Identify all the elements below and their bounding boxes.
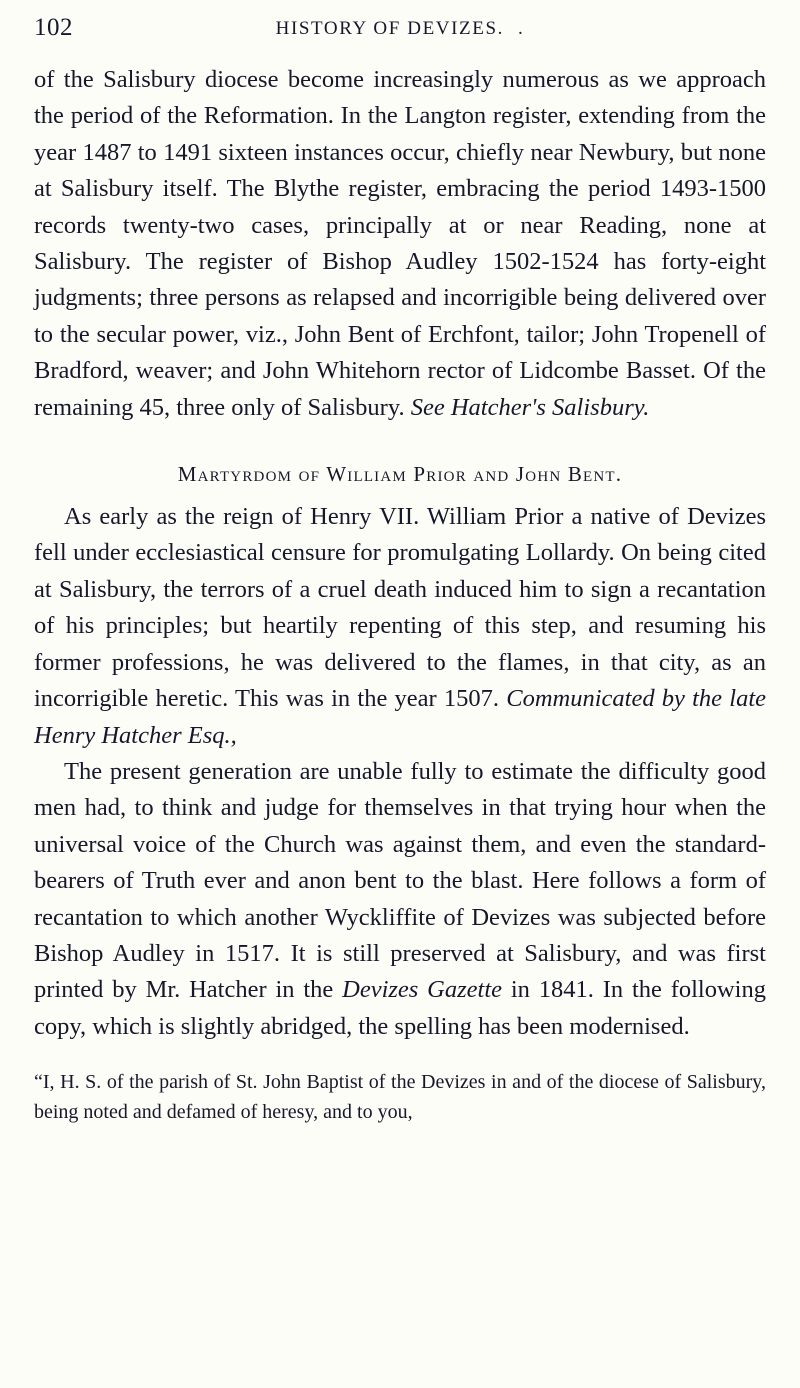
paragraph-3 <box>34 754 766 1045</box>
page-number: 102 <box>34 14 73 41</box>
paragraph-3-text-part1: The present generation are unable fully to estimate the difficulty good men had, to think and judge for themselves in that trying hour when the universal voice of the Church was against them, and even the standard-bearers of Truth ever and anon bent to the blast. Here follows a form of recantation to which another Wyckliffite of Devizes was subjected before Bishop Audley in 1517. It is still preserved at Salisbury, and was first printed by Mr. Hatcher in the <box>34 757 766 1004</box>
paragraph-1-text: of the Salisbury diocese become increasingly numerous as we approach the period of the Reformation. In the Langton register, extending from the year 1487 to 1491 sixteen instances occur, chiefly near Newbury, but none at Salisbury itself. The Blythe register, embracing the period 1493-1500 records twenty-two cases, principally at or near Reading, none at Salisbury. The register of Bishop Audley 1502-1524 has forty-eight judgments; three persons as relapsed and incorrigible being delivered over to the secular power, viz., John Bent of Erchfont, tailor; John Tropenell of Bradford, weaver; and John Whitehorn rector of Lidcombe Basset. Of the remaining 45, three only of Salisbury. <box>34 66 766 421</box>
section-heading: Martyrdom of William Prior and John Bent. <box>177 462 623 487</box>
running-title-mark: . <box>517 18 525 39</box>
quotation-text: “I, H. S. of the parish of St. John Baptist of the Devizes in and of the diocese of Salisbury, being noted and defamed of heresy, and to you, <box>34 1071 766 1124</box>
paragraph-2-citation: Communicated by the late Henry Hatcher Esq., <box>34 685 766 749</box>
paragraph-3-text-part2: in 1841. In the following copy, which is slightly abridged, the spelling has been modernised. <box>34 976 766 1040</box>
paragraph-3-newspaper-title: Devizes Gazette <box>342 976 503 1004</box>
page-body <box>34 62 766 1127</box>
page-header <box>0 14 800 48</box>
running-title <box>0 18 800 40</box>
paragraph-1-citation: See Hatcher's Salisbury. <box>410 393 650 421</box>
quotation-block <box>34 1067 766 1127</box>
paragraph-2-text: As early as the reign of Henry VII. William Prior a native of Devizes fell under ecclesiastical censure for promulgating Lollardy. On being cited at Salisbury, the terrors of a cruel death induced him to sign a recantation of his principles; but heartily repenting of this step, and resuming his former professions, he was delivered to the flames, in that city, as an incorrigible heretic. This was in the year 1507. <box>34 503 766 713</box>
paragraph-continuation <box>34 62 766 426</box>
paragraph-2 <box>34 499 766 754</box>
running-title-text: HISTORY OF DEVIZES. <box>275 18 504 39</box>
